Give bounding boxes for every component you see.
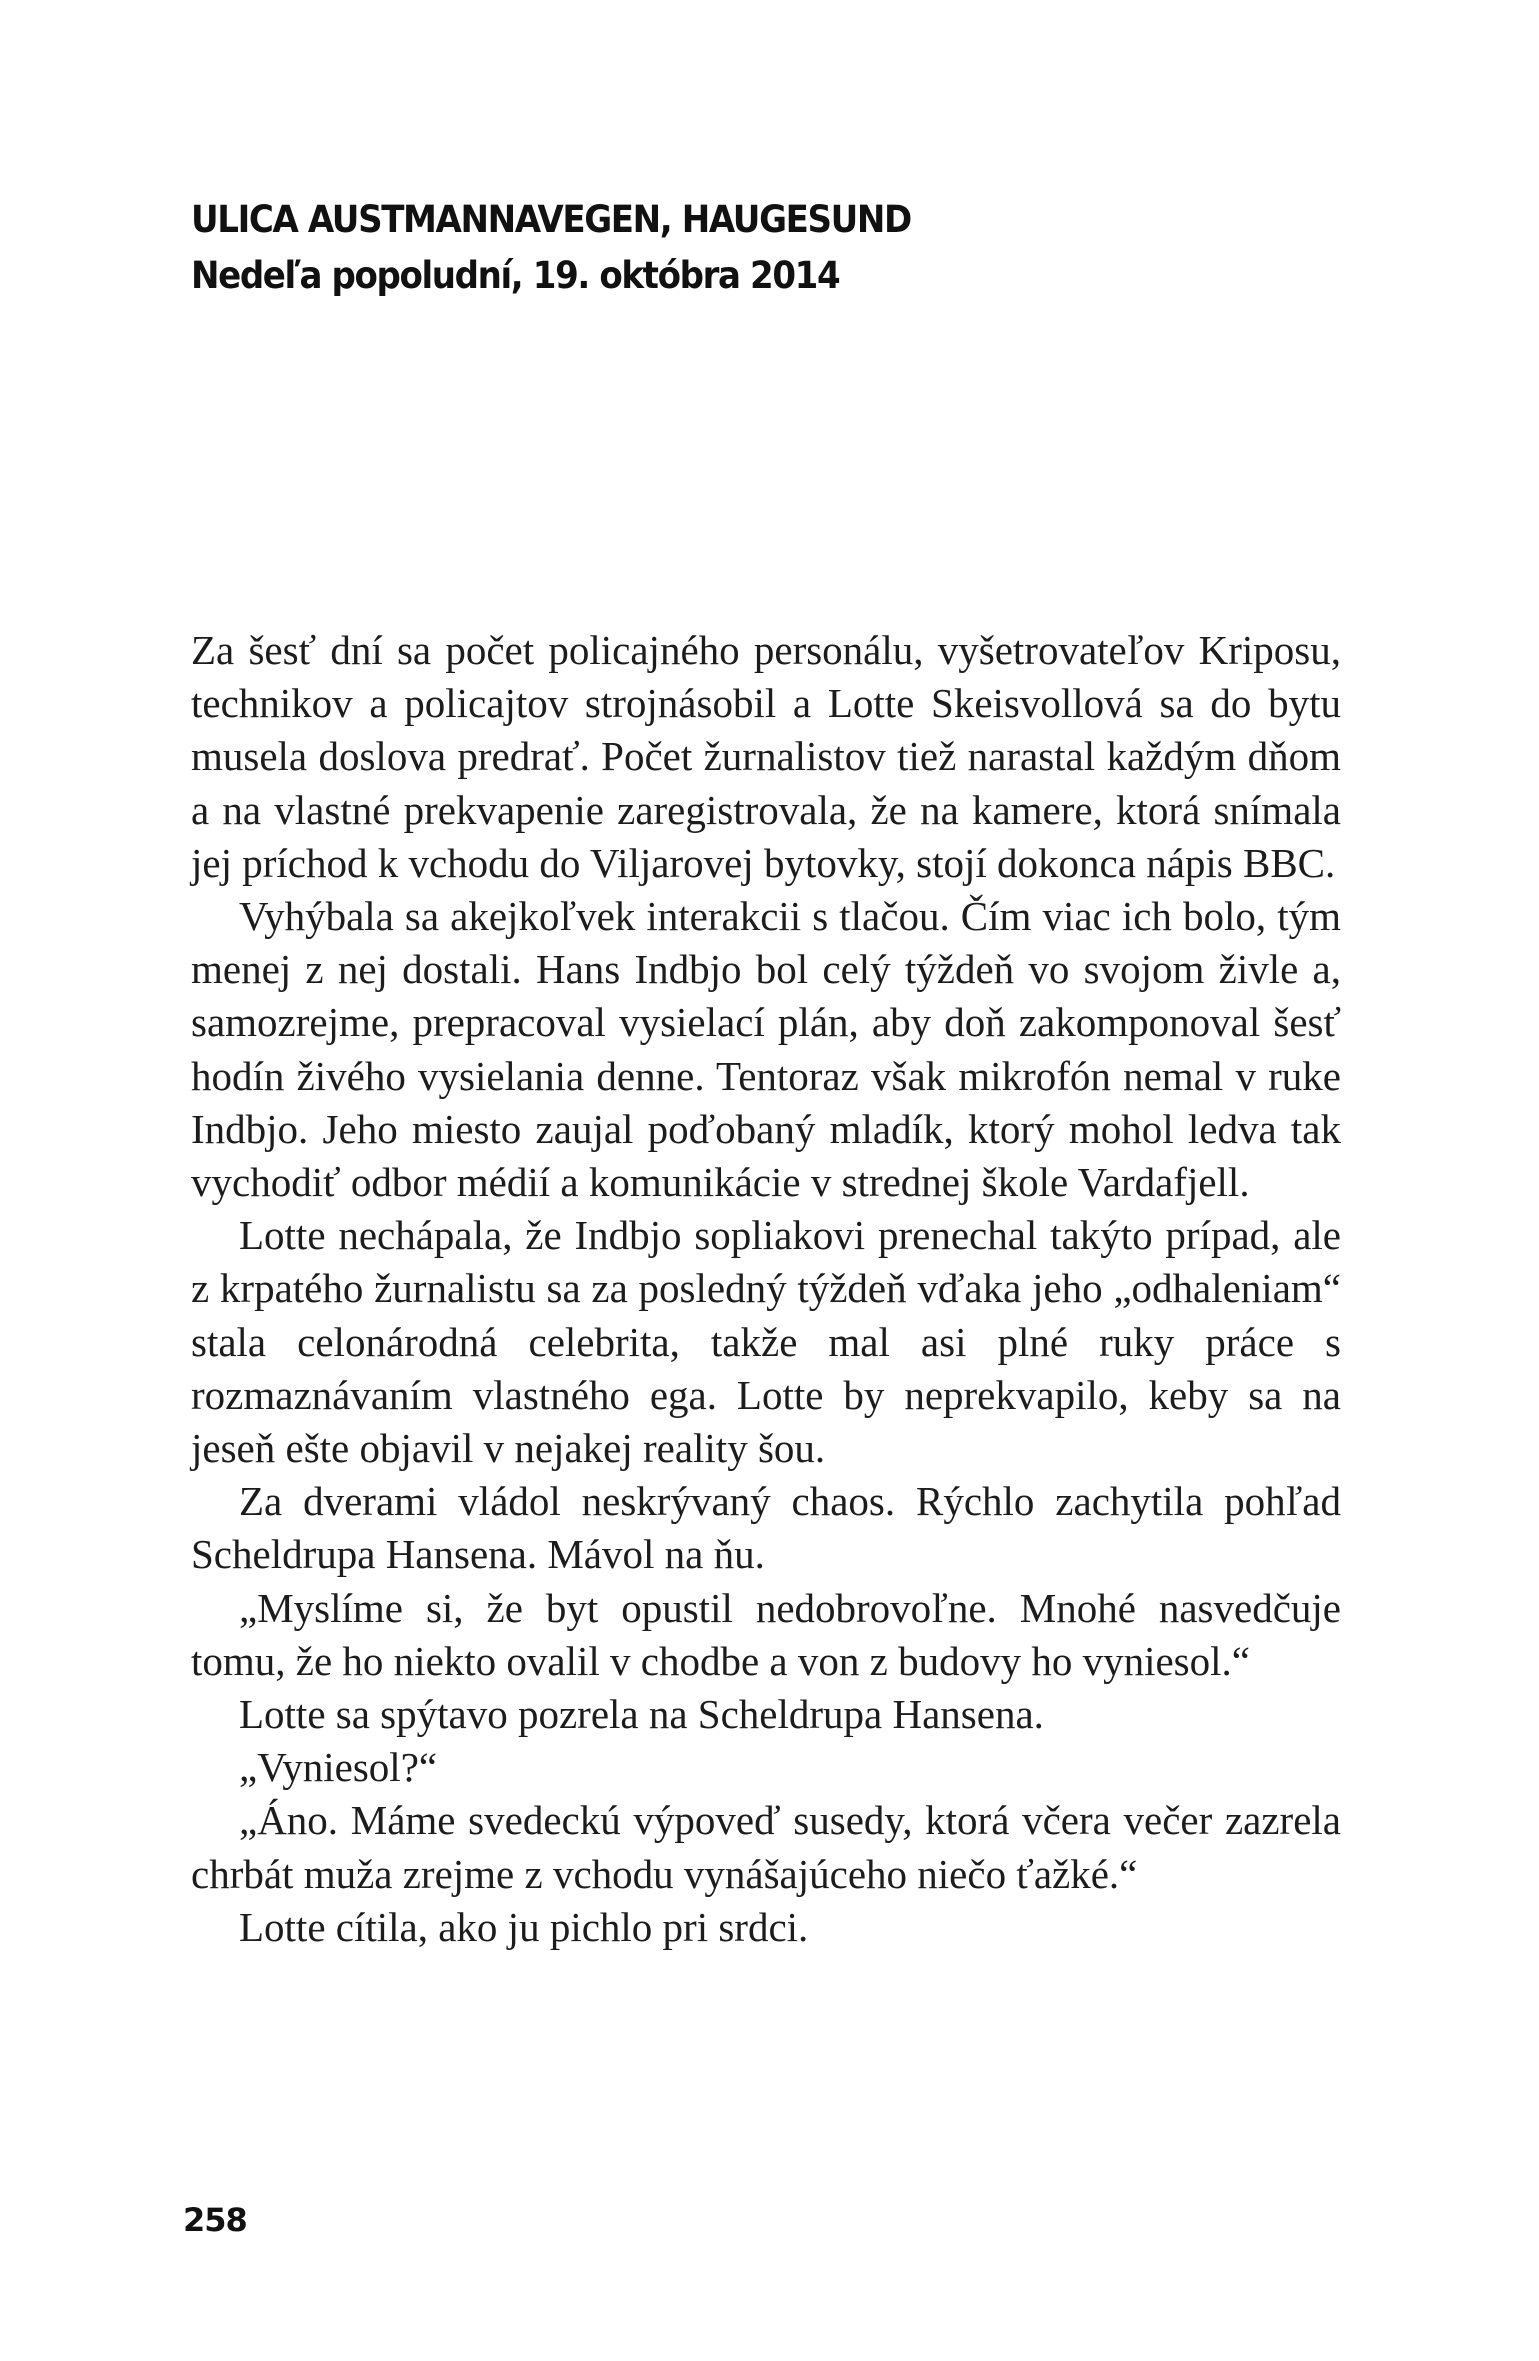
paragraph-7: „Vyniesol?“: [239, 1744, 438, 1791]
paragraph-5: „Myslíme si, že byt opustil nedobrovoľne. Mnohé nasvedčuje tomu, že ho niekto ovalil v chodbe a von z budovy ho vyniesol.“: [191, 1584, 1341, 1684]
page-number: 258: [183, 2201, 247, 2239]
body-text: [191, 624, 1341, 1954]
paragraph-8: „Áno. Máme svedeckú výpoveď susedy, ktorá včera večer zazrela chrbát muža zrejme z vchodu vynášajúceho niečo ťažké.“: [191, 1797, 1341, 1897]
paragraph-9: Lotte cítila, ako ju pichlo pri srdci.: [239, 1903, 809, 1950]
paragraph-3: Lotte nechápala, že Indbjo sopliakovi prenechal takýto prípad, ale z krpatého žurnalistu sa za posledný týždeň vďaka jeho „odhaleniam“ stala celonárodná celebrita, takže mal asi plné ruky práce s rozmaznávaním vlastného ega. Lotte by neprekvapilo, keby sa na jeseň ešte objavil v nejakej reality šou.: [191, 1212, 1341, 1472]
paragraph-6: Lotte sa spýtavo pozrela na Scheldrupa Hansena.: [239, 1691, 1044, 1738]
paragraph-1: Za šesť dní sa počet policajného personálu, vyšetrovateľov Kriposu, technikov a policajtov strojnásobil a Lotte Skeisvollová sa do bytu musela doslova predrať. Počet žurnalistov tiež narastal každým dňom a na vlastné prekvapenie zaregistrovala, že na kamere, ktorá snímala jej príchod k vchodu do Viljarovej bytovky, stojí dokonca nápis BBC.: [191, 627, 1341, 886]
paragraph-4: Za dverami vládol neskrývaný chaos. Rýchlo zachytila pohľad Scheldrupa Hansena. Mávol na ňu.: [191, 1478, 1341, 1578]
chapter-date: Nedeľa popoludní, 19. októbra 2014: [191, 254, 840, 297]
chapter-header: [191, 192, 1341, 304]
paragraph-2: Vyhýbala sa akejkoľvek interakcii s tlačou. Čím viac ich bolo, tým menej z nej dostali. Hans Indbjo bol celý týždeň vo svojom živle a, samozrejme, prepracoval vysielací plán, aby doň zakomponoval šesť hodín živého vysielania denne. Tentoraz však mikrofón nemal v ruke Indbjo. Jeho miesto zaujal poďobaný mladík, ktorý mohol ledva tak vychodiť odbor médií a komunikácie v strednej škole Vardafjell.: [191, 893, 1341, 1206]
chapter-location: ULICA AUSTMANNAVEGEN, HAUGESUND: [191, 198, 911, 241]
